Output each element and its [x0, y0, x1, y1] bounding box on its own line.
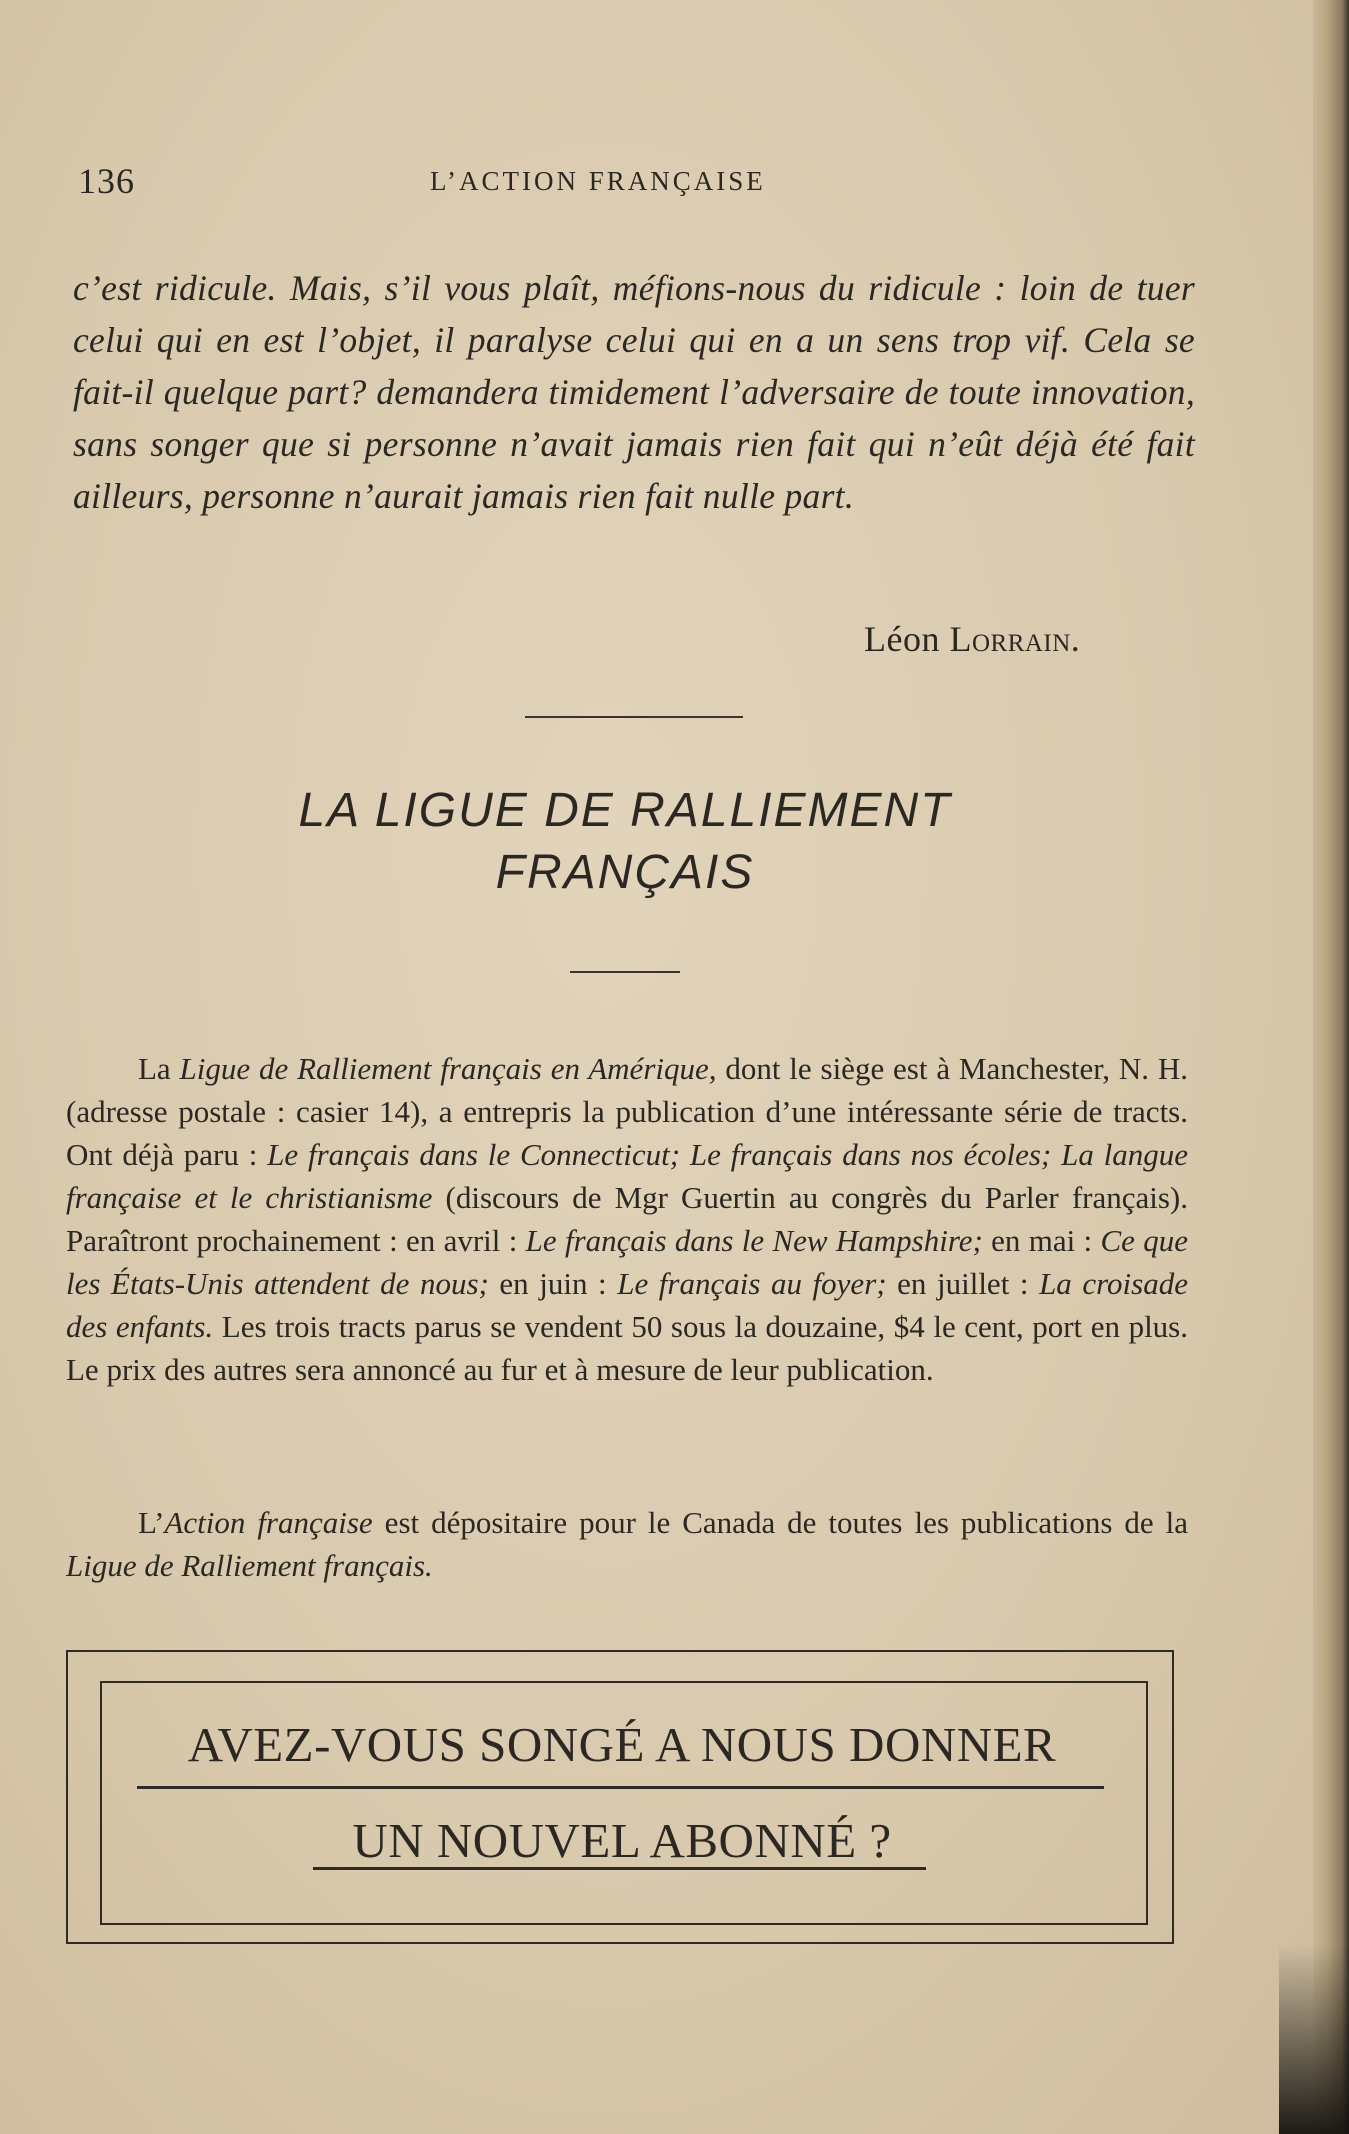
running-title: L’ACTION FRANÇAISE — [430, 166, 766, 196]
p2-text-d: Ligue de Ralliement français. — [66, 1548, 433, 1583]
advert-underline-2 — [313, 1867, 926, 1870]
section-title-line-1: LA LIGUE DE RALLIEMENT — [298, 784, 952, 837]
advert-line-1: AVEZ-VOUS SONGÉ A NOUS DONNER — [187, 1717, 1057, 1772]
section-title-line-2: FRANÇAIS — [495, 846, 755, 899]
binding-gutter — [1313, 0, 1349, 2134]
p1-text-l: La croisade des enfants. — [66, 1266, 1188, 1344]
section-title — [120, 780, 1130, 904]
p2-text-c: est dépositaire pour le Canada de toutes les publications de la — [372, 1505, 1189, 1540]
p1-text-f: Le français dans le New Hampshire; — [525, 1223, 983, 1258]
section-divider-top — [525, 716, 743, 718]
advert-underline-1 — [137, 1786, 1104, 1789]
p1-text-i: en juin : — [488, 1266, 618, 1301]
binding-shadow — [1279, 1944, 1349, 2134]
p1-text-k: en juillet : — [886, 1266, 1040, 1301]
p1-text-d: Le français dans le Connecticut; Le français dans nos écoles; La langue française et le christianisme — [66, 1137, 1189, 1215]
page-header — [78, 160, 1198, 210]
p1-text-b: Ligue de Ralliement français en Amérique, — [179, 1051, 717, 1086]
body-paragraph-1 — [66, 1047, 1188, 1391]
p1-text-c: dont le siège est à Manchester, N. H. (adresse postale : casier 14), a entrepris la publication d’une intéressante série de tracts. Ont déjà paru : — [66, 1051, 1188, 1172]
author-signature — [864, 618, 1080, 660]
p2-text-b: Action française — [164, 1505, 373, 1540]
p1-text-a: La — [138, 1051, 180, 1086]
p2-text-a: L’ — [138, 1505, 165, 1540]
p1-text-g: en mai : — [982, 1223, 1101, 1258]
p1-text-e: (discours de Mgr Guertin au congrès du Parler français). Paraîtront prochainement : en avril : — [66, 1180, 1188, 1258]
section-divider-bottom — [570, 971, 680, 973]
body-paragraph-2 — [66, 1501, 1188, 1587]
advert-line-2: UN NOUVEL ABONNÉ ? — [352, 1813, 892, 1868]
page-number: 136 — [78, 161, 135, 201]
signature-last-name: Lorrain. — [949, 619, 1081, 659]
closing-paragraph: c’est ridicule. Mais, s’il vous plaît, méfions-nous du ridicule : loin de tuer celui qui en est l’objet, il paralyse celui qui en a un sens trop vif. Cela se fait-il quelque part? demandera timidement l’adversaire de toute innovation, sans songer que si personne n’avait jamais rien fait qui n’eût déjà été fait ailleurs, personne n’aurait jamais rien fait nulle part. — [73, 268, 1195, 516]
p1-text-h: Ce que les États-Unis attendent de nous; — [66, 1223, 1188, 1301]
p1-text-j: Le français au foyer; — [617, 1266, 887, 1301]
signature-first-name: Léon — [864, 619, 940, 659]
p1-text-m: Les trois tracts parus se vendent 50 sous la douzaine, $4 le cent, port en plus. Le prix des autres sera annoncé au fur et à mesure de leur publication. — [66, 1309, 1189, 1387]
